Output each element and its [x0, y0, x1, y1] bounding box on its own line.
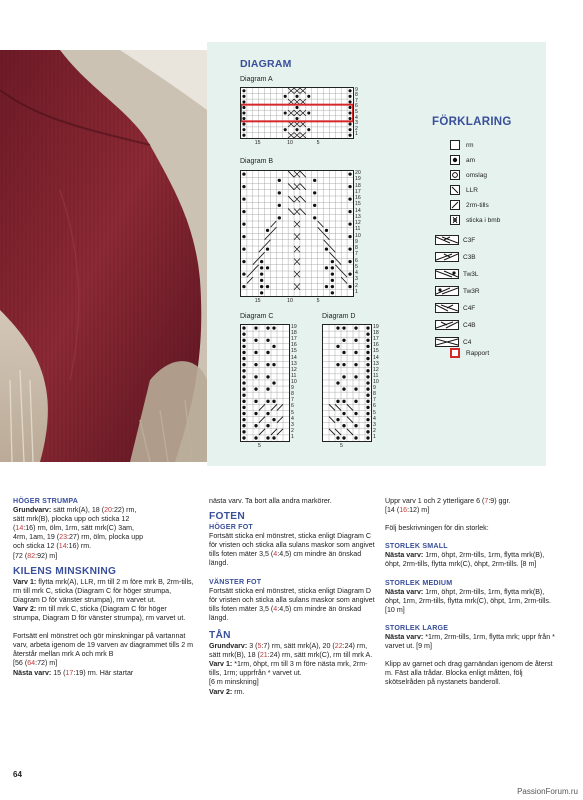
heading-vanster-fot: VÄNSTER FOT	[209, 577, 262, 586]
paragraph-varv1: Varv 1: flytta mrk(A), LLR, rm till 2 m före mrk B, 2rm-tills, rm till mrk C, sticka (Diagram C för höger strumpa, Diagram D för vänster strumpa), rm varvet ut.	[13, 577, 194, 604]
row-number: 5	[373, 409, 376, 416]
row-number: 9	[355, 238, 358, 245]
row-number: 15	[291, 348, 297, 355]
cable-c3f-symbol-icon	[435, 235, 459, 245]
col-number: 10	[287, 298, 293, 304]
text-column-1	[13, 497, 196, 678]
legend-item-rm: rm	[450, 139, 474, 151]
diagram-b-chart	[240, 170, 354, 297]
legend-item-c3f: C3F	[435, 234, 475, 246]
diagram-d-chart	[322, 324, 372, 442]
legend-item-am: am	[450, 154, 475, 166]
row-number: 6	[355, 257, 358, 264]
legend-item-c4f: C4F	[435, 302, 475, 314]
row-number: 4	[291, 415, 294, 422]
row-number: 20	[355, 170, 361, 177]
heading-hoger-strumpa: HÖGER STRUMPA	[13, 497, 79, 505]
row-number: 9	[291, 385, 294, 392]
chartC-grid	[241, 325, 289, 441]
row-number: 2	[355, 282, 358, 289]
col-number: 15	[254, 140, 261, 146]
legend-item-llr: LLR	[450, 184, 478, 196]
purl-symbol-icon	[450, 155, 460, 165]
row-number: 8	[355, 245, 358, 252]
row-number: 2	[291, 427, 294, 434]
row-number: 14	[355, 207, 361, 214]
row-number: 1	[291, 433, 294, 440]
paragraph-count: [56 (64:72) m]	[13, 659, 58, 668]
page-number: 64	[13, 770, 22, 779]
watermark: PassionForum.ru	[517, 787, 578, 796]
row-number: 8	[291, 391, 294, 398]
heading-hoger-fot: HÖGER FOT	[209, 523, 253, 532]
row-number: 10	[291, 379, 297, 385]
row-number: 1	[373, 433, 376, 440]
chartD-grid	[323, 325, 371, 441]
paragraph-small: Nästa varv: 1rm, öhpt, 2rm-tills, 1rm, flytta mrk(B), öhpt, 2rm-tills, flytta mrk(C), öhpt, 2rm-tills. [8 m]	[385, 551, 545, 569]
twist-tw3l-symbol-icon	[435, 269, 459, 279]
row-number: 9	[373, 385, 376, 392]
chartB-grid	[241, 171, 353, 296]
diagram-panel	[207, 42, 546, 466]
legend-item-omslag: omslag	[450, 169, 487, 181]
paragraph-tan-grundvarv: Grundvarv: 3 (5:7) rm, sätt mrk(A), 20 (22:24) rm, sätt mrk(B), 18 (21:24) rm, sätt mrk(C), rm till mrk A.	[209, 642, 373, 660]
paragraph-finish: Klipp av garnet och drag garnändan igenom de återst m. Fäst alla trådar. Blocka enligt måtten, följ skötselråden på nystanets banderoll.	[385, 660, 553, 687]
heading-storlek-medium: STORLEK MEDIUM	[385, 578, 453, 587]
text-column-2	[209, 497, 377, 697]
row-number: 15	[355, 201, 361, 208]
legend-item-c3b: C3B	[435, 251, 476, 263]
col-number: 5	[258, 443, 261, 449]
row-number: 7	[373, 397, 376, 404]
row-number: 19	[291, 324, 297, 331]
paragraph-vanster-fot: Fortsätt sticka enl mönstret, sticka enligt Diagram D för vristen och sticka alla sulans maskor som angivet tills foten mäter 3,5 (4:4,5) cm mindre än önskad längd.	[209, 586, 375, 622]
row-number: 12	[373, 366, 379, 373]
row-number: 4	[373, 415, 376, 422]
row-number: 11	[291, 372, 297, 379]
twist-tw3r-symbol-icon	[435, 286, 459, 296]
paragraph-continue: nästa varv. Ta bort alla andra markörer.	[209, 497, 332, 505]
row-number: 13	[373, 360, 379, 367]
row-number: 18	[355, 182, 361, 189]
text-column-3	[385, 497, 557, 688]
repeat-box-icon	[450, 348, 460, 358]
diagram-a-label: Diagram A	[240, 76, 273, 83]
paragraph-fortsatt: Fortsätt enl mönstret och gör minskningar på vartannat varv, arbeta igenom de 19 varven av diagrammet tills 2 m återstår mellan mrk A och mrk B	[13, 632, 194, 659]
col-number: 15	[254, 298, 261, 304]
row-number: 12	[291, 366, 297, 373]
legend-item-sticka-i-bmb: sticka i bmb	[450, 214, 500, 226]
paragraph-tan-varv2: Varv 2: rm.	[209, 687, 245, 696]
row-number: 11	[355, 226, 361, 233]
row-number: 11	[373, 372, 379, 379]
row-number: 17	[355, 188, 361, 195]
col-number: 5	[316, 298, 320, 304]
row-number: 7	[355, 251, 358, 258]
diagram-a-chart	[240, 87, 354, 139]
legend-title: FÖRKLARING	[432, 116, 512, 128]
row-number: 14	[291, 354, 297, 361]
legend-item-tw3r: Tw3R	[435, 285, 480, 297]
paragraph-nasta-varv: Nästa varv: 15 (17:19) rm. Här startar	[13, 668, 134, 677]
row-number: 7	[291, 397, 294, 404]
legend-item-c4b: C4B	[435, 319, 476, 331]
row-number: 16	[291, 342, 297, 349]
row-number: 1	[355, 131, 358, 138]
row-number: 1	[355, 288, 358, 295]
row-number: 6	[291, 403, 294, 410]
heading-foten: FOTEN	[209, 511, 246, 523]
col-number: 5	[316, 140, 320, 146]
row-number: 8	[355, 92, 358, 99]
paragraph-tan-varv1: Varv 1: *1rm, öhpt, rm till 3 m före nästa mrk, 2rm-tills, 1rm; upprfrån * varvet ut. [6 m minskning]	[209, 660, 368, 687]
row-number: 4	[355, 270, 358, 277]
diagram-c-chart	[240, 324, 290, 442]
row-number: 19	[355, 176, 361, 183]
diagram-title: DIAGRAM	[240, 58, 292, 70]
row-number: 5	[355, 263, 358, 270]
knit-symbol-icon	[450, 140, 460, 150]
row-number: 19	[373, 324, 379, 331]
cable-c4f-symbol-icon	[435, 303, 459, 313]
row-number: 17	[373, 336, 379, 343]
row-number: 3	[355, 276, 358, 283]
row-number: 14	[373, 354, 379, 361]
row-number: 8	[373, 391, 376, 398]
paragraph-hoger-fot: Fortsätt sticka enl mönstret, sticka enligt Diagram C för vristen och sticka alla sulans maskor som angivet tills foten mäter 3,5 (4:4,5) cm mindre än önskad längd.	[209, 532, 375, 568]
k2tog-symbol-icon	[450, 200, 460, 210]
row-number: 3	[355, 120, 358, 127]
paragraph-large: Nästa varv: *1rm, 2rm-tills, 1rm, flytta mrk; uppr från * varvet ut. [9 m]	[385, 633, 555, 651]
heading-kilens-minskning: KILENS MINSKNING	[13, 565, 117, 577]
row-number: 7	[355, 97, 358, 104]
legend-item-2rm-tills: 2rm-tills	[450, 199, 489, 211]
col-number: 10	[287, 140, 293, 146]
cable-c4b-symbol-icon	[435, 320, 459, 330]
row-number: 2	[373, 427, 376, 434]
paragraph-medium: Nästa varv: 1rm, öhpt, 2rm-tills, 1rm, flytta mrk(B), öhpt, 1rm, 2rm-tills, flytta mrk(C), öhpt, 1rm, 2rm-tills. [10 m]	[385, 587, 551, 614]
row-number: 18	[291, 330, 297, 337]
row-number: 12	[355, 220, 361, 227]
chartA-grid	[241, 88, 353, 138]
row-number: 16	[355, 195, 361, 202]
heading-storlek-large: STORLEK LARGE	[385, 623, 449, 632]
row-number: 3	[373, 421, 376, 428]
paragraph-varv2: Varv 2: rm till mrk C, sticka (Diagram C för höger strumpa, Diagram D för vänster strumpa), rm varvet ut.	[13, 604, 186, 623]
cable-c4-symbol-icon	[435, 337, 459, 347]
row-number: 10	[373, 379, 379, 385]
heading-tan: TÅN	[209, 630, 231, 642]
cable-c3b-symbol-icon	[435, 252, 459, 262]
sock-illustration	[0, 50, 207, 462]
row-number: 3	[291, 421, 294, 428]
diagram-c-label: Diagram C	[240, 313, 274, 320]
row-number: 9	[355, 86, 358, 93]
row-number: 4	[355, 114, 358, 121]
diagram-b-label: Diagram B	[240, 158, 274, 165]
sock-photo	[0, 50, 207, 462]
yarn-over-symbol-icon	[450, 170, 460, 180]
row-number: 5	[355, 109, 358, 115]
row-number: 15	[373, 348, 379, 355]
row-number: 2	[355, 125, 358, 132]
diagram-d-label: Diagram D	[322, 313, 356, 320]
row-number: 5	[291, 409, 294, 416]
left-lifted-increase-symbol-icon	[450, 185, 460, 195]
row-number: 10	[355, 232, 361, 239]
legend-item-c4: C4	[435, 336, 471, 348]
paragraph-uppr: Uppr varv 1 och 2 ytterligare 6 (7:9) ggr. [14 (16:12) m]	[385, 497, 511, 515]
row-number: 17	[291, 336, 297, 343]
twisted-stitch-symbol-icon	[450, 215, 460, 225]
row-number: 13	[291, 360, 297, 367]
row-number: 6	[355, 103, 358, 110]
row-number: 13	[355, 213, 361, 220]
row-number: 18	[373, 330, 379, 337]
paragraph-folj: Följ beskrivningen för din storlek:	[385, 524, 489, 533]
legend-item-rapport: Rapport	[450, 347, 489, 359]
heading-storlek-small: STORLEK SMALL	[385, 542, 448, 551]
row-number: 6	[373, 403, 376, 410]
row-number: 16	[373, 342, 379, 349]
legend-item-tw3l: Tw3L	[435, 268, 479, 280]
paragraph-grundvarv: Grundvarv: sätt mrk(A), 18 (20:22) rm, sätt mrk(B), plocka upp och sticka 12 (14:16) rm, ölm, 1rm, sätt mrk(C) 3am, 4rm, 1am, 19 (23:27) rm, ölm, plocka upp och sticka 12 (14:16) rm. [72 (82:92) m]	[13, 506, 144, 560]
col-number: 5	[340, 443, 343, 449]
